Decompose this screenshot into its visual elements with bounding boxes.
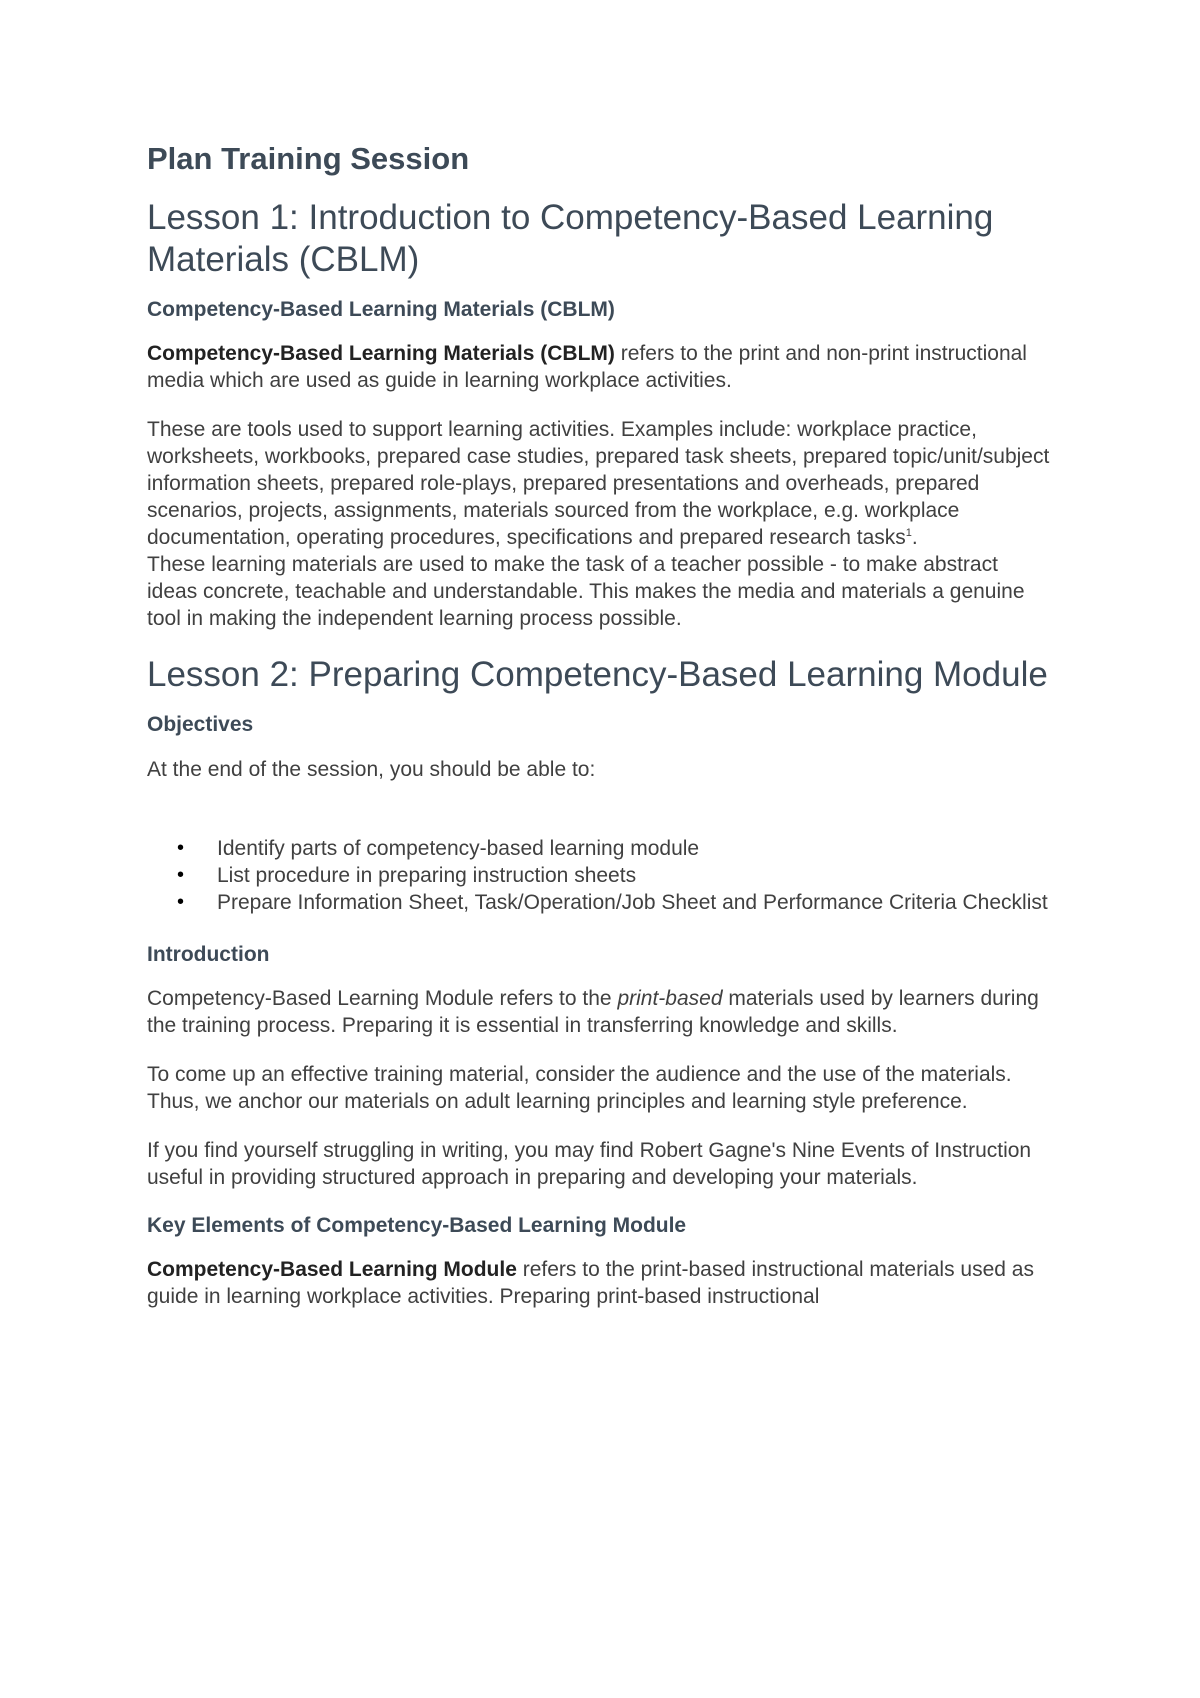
- intro-text-b: materials used by learners during the training process. Preparing it is essential in transferring knowledge and skills.: [147, 986, 1039, 1037]
- objectives-list: [147, 835, 1053, 916]
- cblm-definition-text: refers to the print and non-print instructional media which are used as guide in learning workplace activities.: [147, 342, 1027, 393]
- cblm-term: Competency-Based Learning Materials (CBLM): [147, 342, 615, 366]
- footnote-marker: 1: [905, 527, 912, 540]
- key-elements-paragraph: [147, 1256, 1053, 1310]
- objectives-intro: At the end of the session, you should be able to:: [147, 757, 596, 781]
- document-page: [147, 140, 1053, 1332]
- cblm-purpose-paragraph: These learning materials are used to make the task of a teacher possible - to make abstract ideas concrete, teachable and understandable. This makes the media and materials a genuine tool in making the independent learning process possible.: [147, 553, 1025, 631]
- cblm-section-heading: Competency-Based Learning Materials (CBLM): [147, 298, 615, 322]
- cblm-definition-paragraph: [147, 340, 1053, 394]
- intro-text-emphasis: print-based: [617, 986, 723, 1010]
- document-title: Plan Training Session: [147, 141, 470, 176]
- introduction-paragraph-1: [147, 985, 1053, 1039]
- key-elements-heading: Key Elements of Competency-Based Learning Module: [147, 1213, 687, 1237]
- objective-item: [177, 862, 1053, 889]
- introduction-heading: Introduction: [147, 942, 270, 966]
- objective-text: Prepare Information Sheet, Task/Operation/Job Sheet and Performance Criteria Checklist: [217, 890, 1048, 914]
- cblm-examples-end: .: [911, 526, 918, 550]
- lesson-2-heading: Lesson 2: Preparing Competency-Based Learning Module: [147, 655, 1048, 695]
- introduction-paragraph-2: To come up an effective training material, consider the audience and the use of the materials. Thus, we anchor our materials on adult learning principles and learning style preference.: [147, 1062, 1012, 1113]
- lesson-1-heading: Lesson 1: Introduction to Competency-Based Learning Materials (CBLM): [147, 198, 994, 280]
- introduction-paragraph-3: If you find yourself struggling in writing, you may find Robert Gagne's Nine Events of Instruction useful in providing structured approach in preparing and developing your materials.: [147, 1138, 1032, 1189]
- objective-item: [177, 889, 1053, 916]
- cblm-examples-paragraph: [147, 416, 1053, 551]
- objective-text: List procedure in preparing instruction sheets: [217, 863, 637, 887]
- intro-text-a: Competency-Based Learning Module refers to the: [147, 986, 618, 1010]
- bullet-icon: •: [177, 890, 185, 913]
- bullet-icon: •: [177, 836, 185, 859]
- objectives-heading: Objectives: [147, 713, 254, 737]
- bullet-icon: •: [177, 863, 185, 886]
- module-term: Competency-Based Learning Module: [147, 1257, 517, 1281]
- module-definition-text: refers to the print-based instructional materials used as guide in learning workplace activities. Preparing print-based instructional: [147, 1257, 1034, 1308]
- cblm-examples-text: These are tools used to support learning activities. Examples include: workplace practice, worksheets, workbooks, prepared case studies, prepared task sheets, prepared topic/unit/subject information sheets, prepared role-plays, prepared presentations and overheads, prepared scenarios, projects, assignments, materials sourced from the workplace, e.g. workplace documentation, operating procedures, specifications and prepared research tasks: [147, 418, 1050, 550]
- objective-item: [177, 835, 1053, 862]
- objective-text: Identify parts of competency-based learning module: [217, 836, 700, 860]
